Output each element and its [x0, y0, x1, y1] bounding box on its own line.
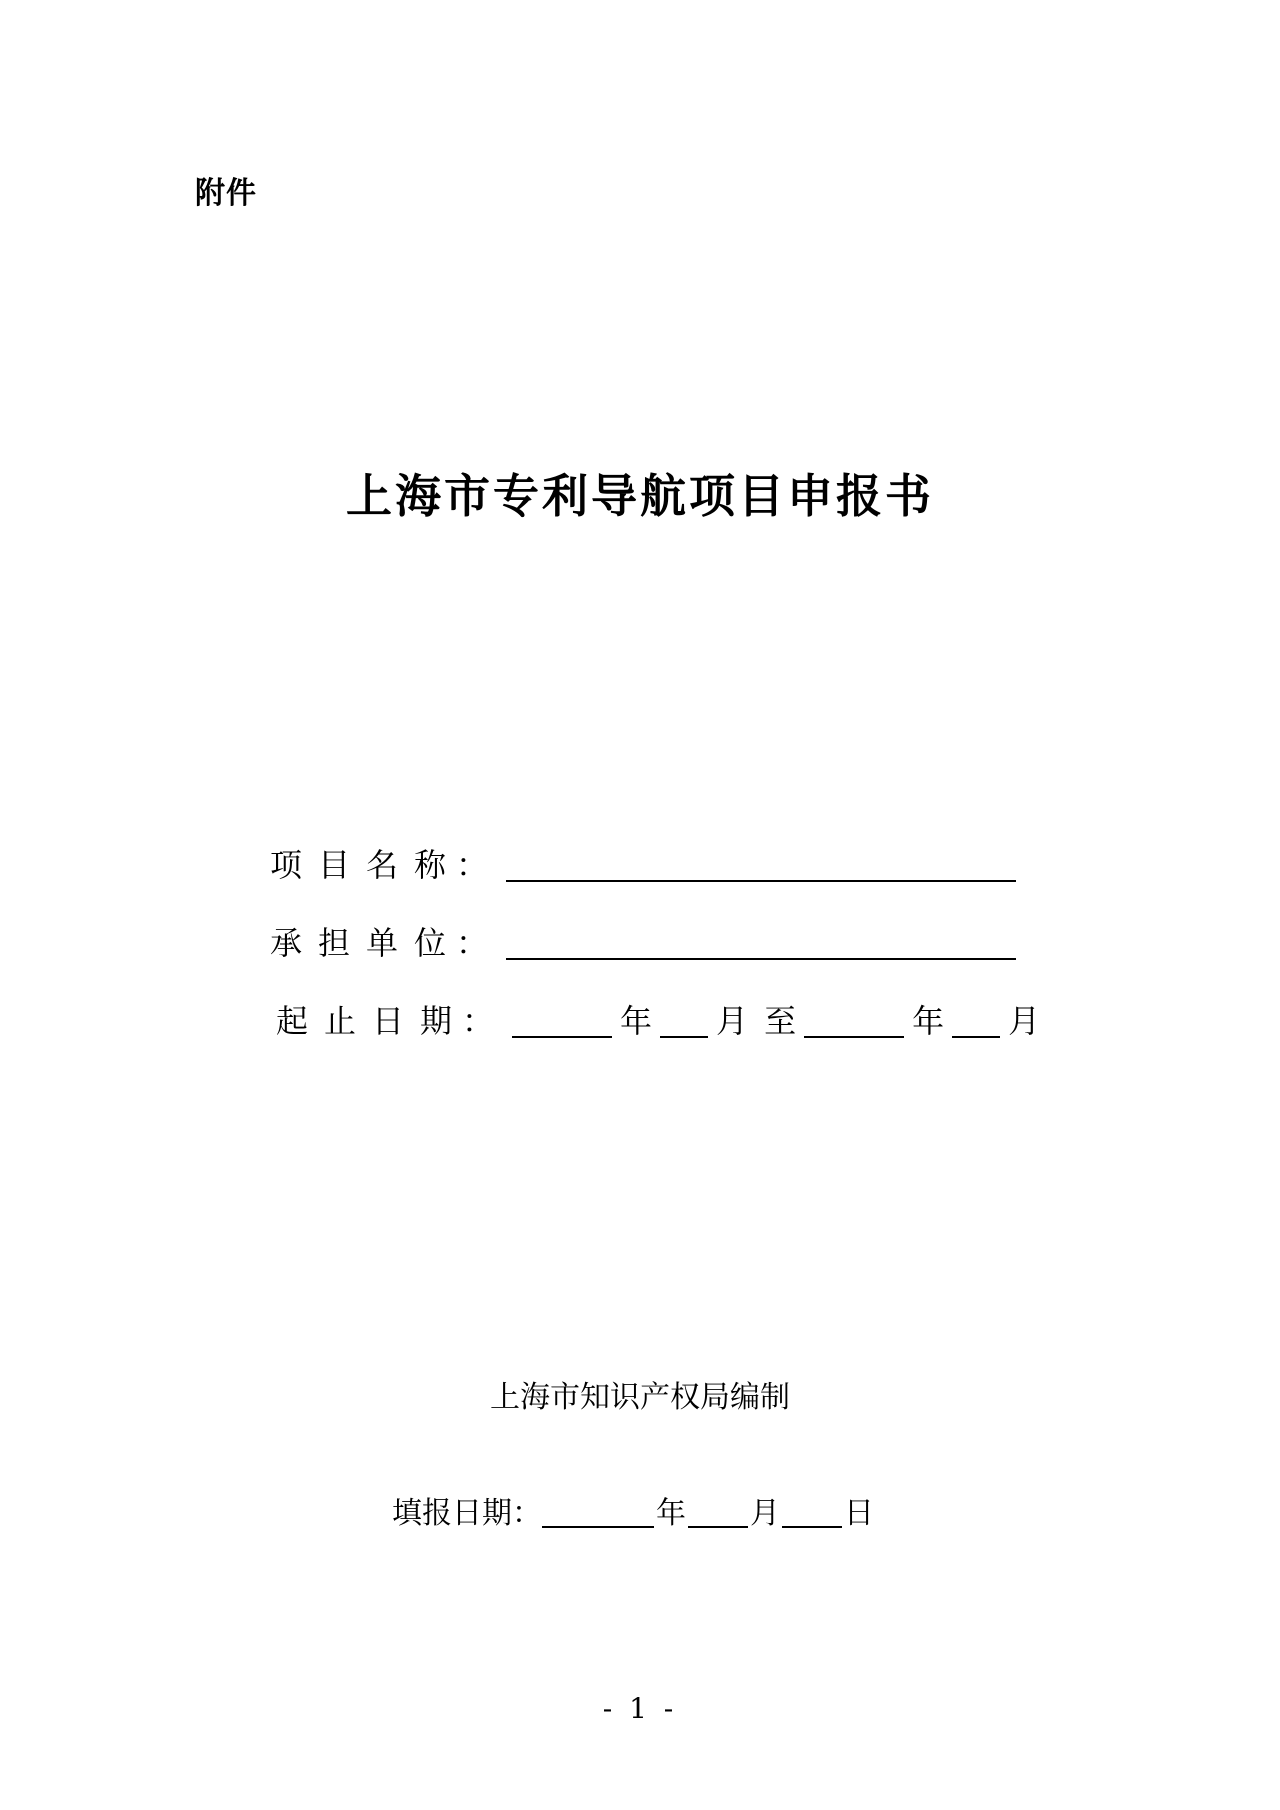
fill-month-field[interactable] [688, 1490, 748, 1528]
page-number: - 1 - [602, 1692, 678, 1725]
undertaker-field[interactable] [506, 922, 1016, 960]
undertaker-row [270, 920, 1016, 964]
project-name-field[interactable] [506, 844, 1016, 882]
start-month-field[interactable] [660, 1000, 708, 1038]
project-name-row [270, 842, 1016, 886]
fill-date-row [392, 1488, 876, 1532]
fill-date-label: 填报日期： [392, 1496, 542, 1531]
document-title: 上海市专利导航项目申报书 [346, 469, 934, 523]
month-unit: 月 [716, 1002, 749, 1040]
year-unit: 年 [620, 1002, 653, 1040]
month-unit: 月 [1008, 1002, 1041, 1040]
end-year-field[interactable] [804, 1000, 904, 1038]
period-label: 起止日期 [276, 1002, 469, 1040]
fill-year-field[interactable] [542, 1490, 654, 1528]
year-unit: 年 [912, 1002, 945, 1040]
end-month-field[interactable] [952, 1000, 1000, 1038]
attachment-label: 附件 [195, 176, 257, 211]
start-year-field[interactable] [512, 1000, 612, 1038]
colon: ： [456, 846, 489, 884]
fill-day-unit: 日 [844, 1496, 874, 1531]
publisher-text: 上海市知识产权局编制 [490, 1380, 790, 1415]
undertaker-label: 承担单位 [270, 924, 463, 962]
fill-day-field[interactable] [782, 1490, 842, 1528]
fill-year-unit: 年 [656, 1496, 686, 1531]
colon: ： [456, 924, 489, 962]
colon: ： [462, 1002, 495, 1040]
fill-month-unit: 月 [750, 1496, 780, 1531]
to-label: 至 [764, 1002, 797, 1040]
period-row [276, 998, 1048, 1042]
project-name-label: 项目名称 [270, 846, 463, 884]
